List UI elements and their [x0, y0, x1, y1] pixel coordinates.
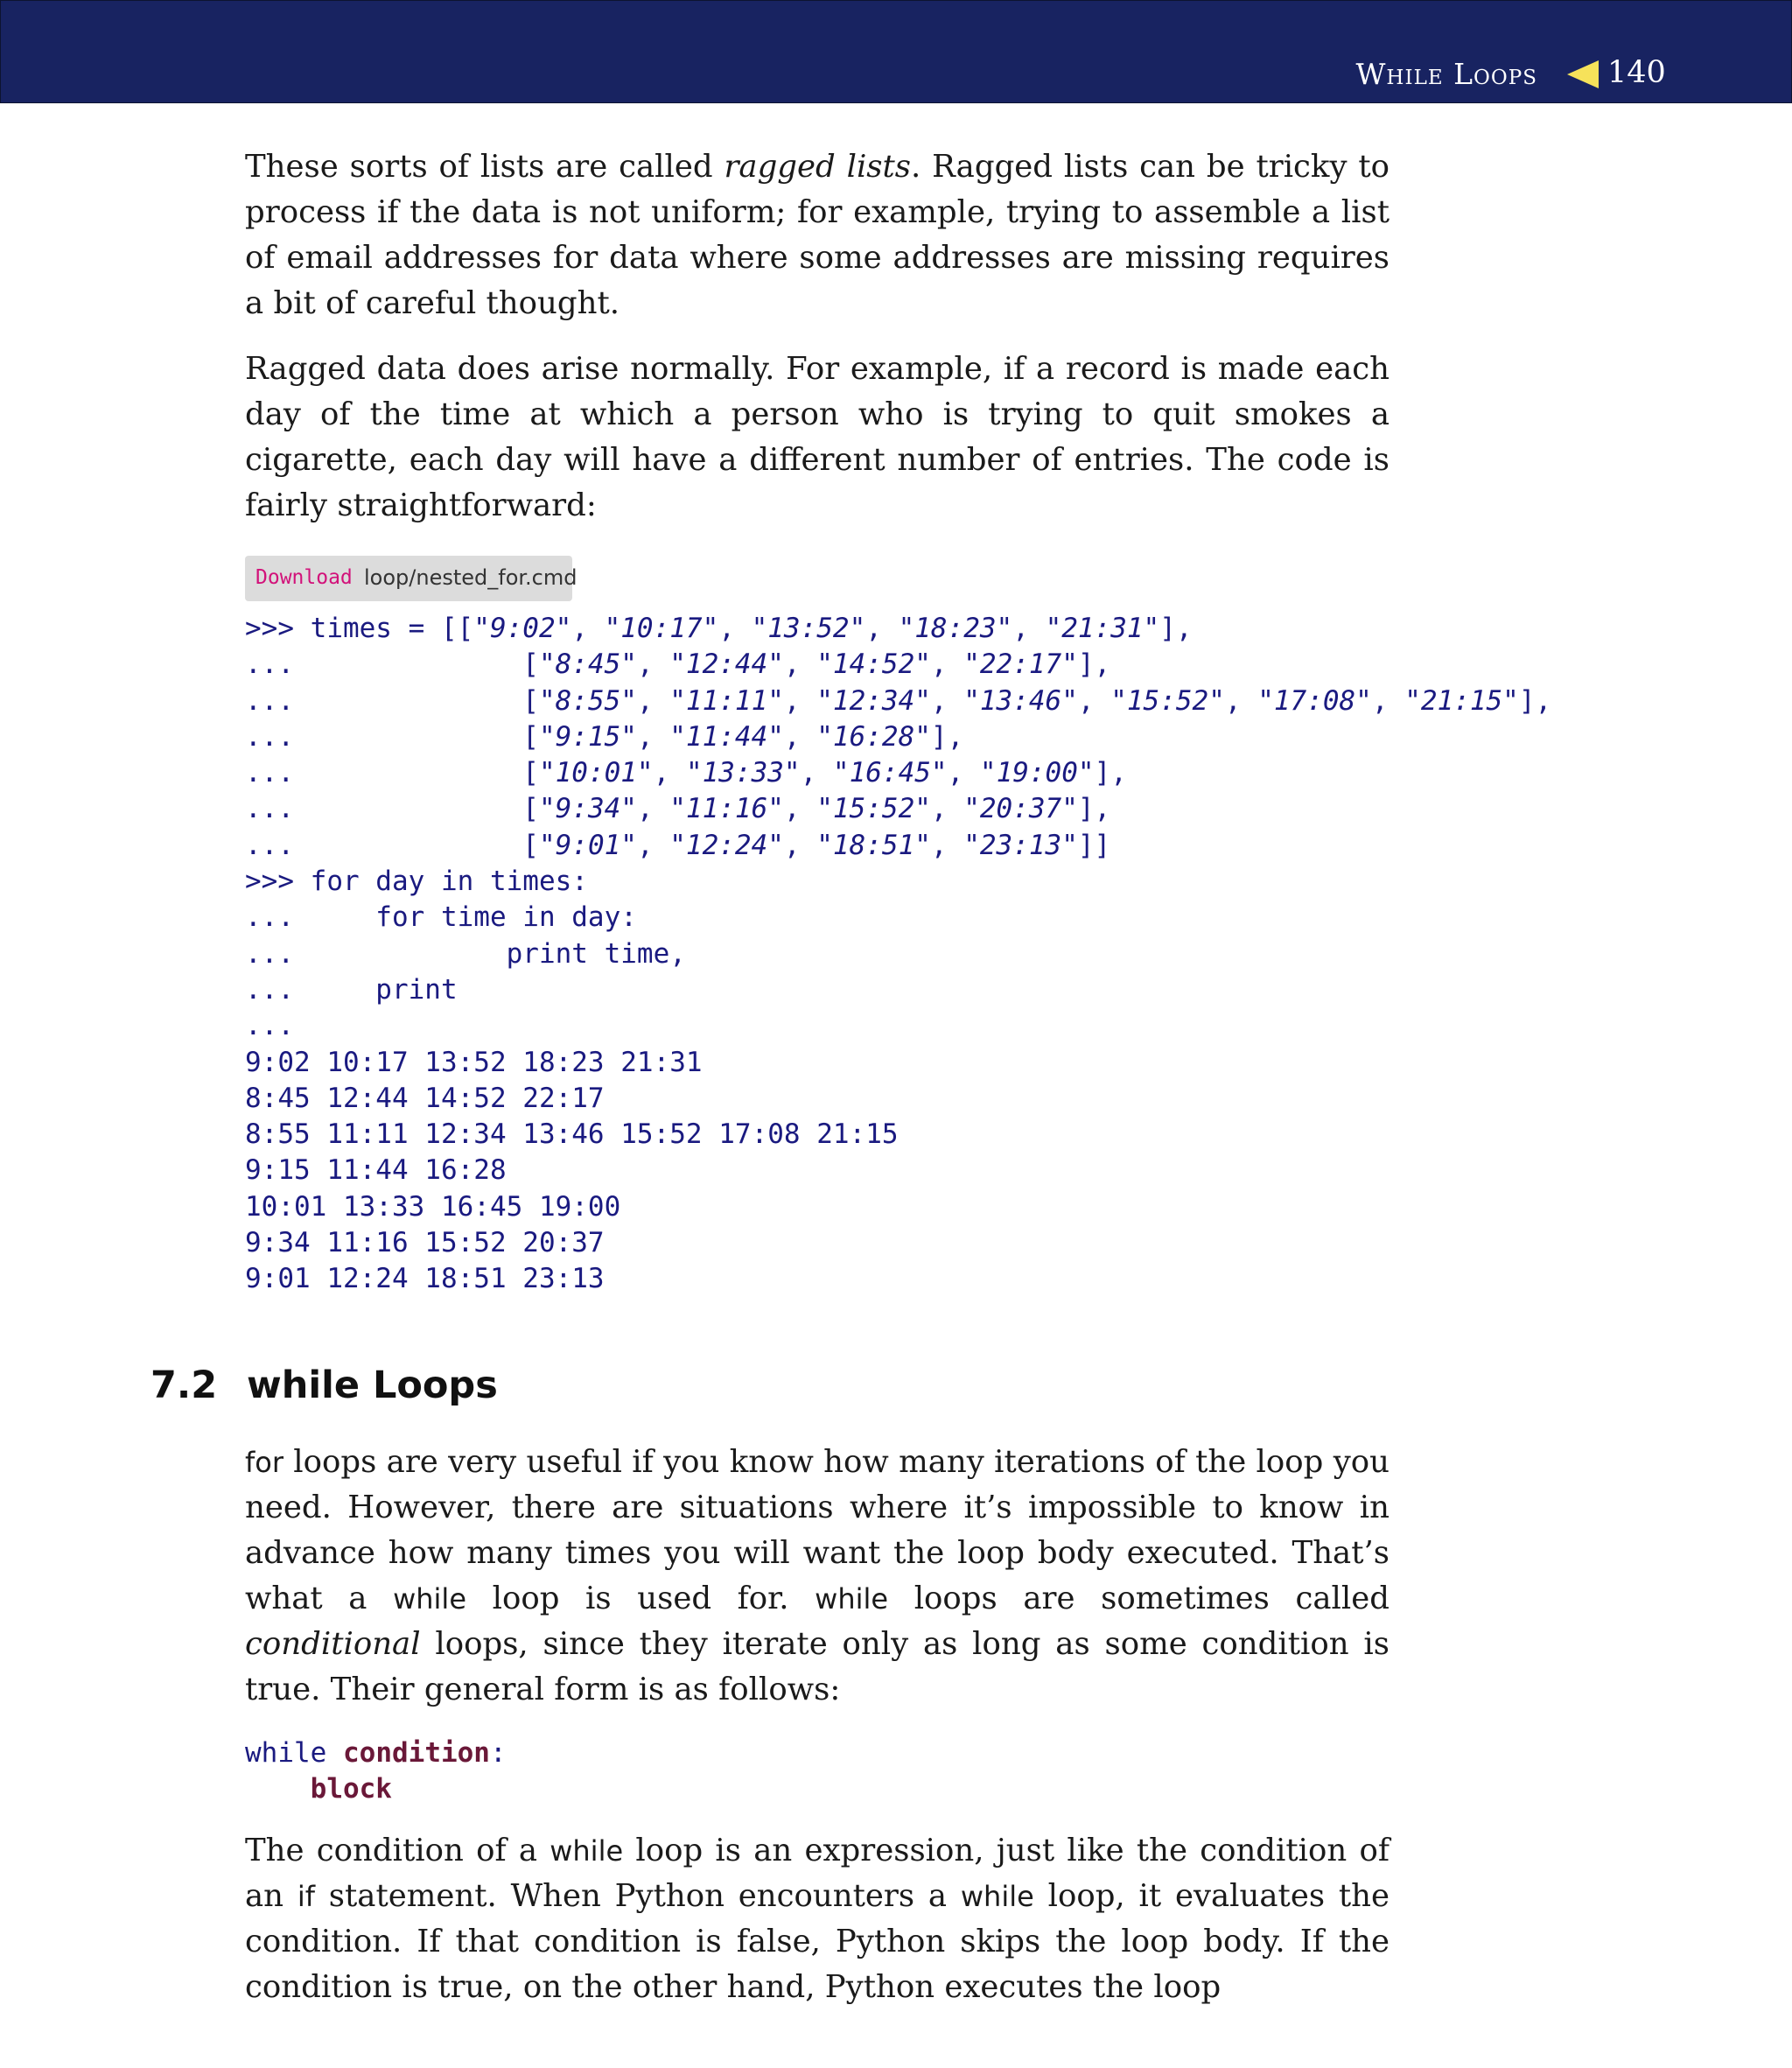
- code-line: >>> for day in times:: [245, 866, 588, 898]
- code-line: ... print time,: [245, 937, 686, 970]
- syntax-block: while condition: block: [245, 1737, 507, 1805]
- output-line: 9:15 11:44 16:28: [245, 1154, 507, 1187]
- code-line: ... ["9:34", "11:16", "15:52", "20:37"],: [245, 793, 1111, 825]
- output-line: 8:55 11:11 12:34 13:46 15:52 17:08 21:15: [245, 1118, 899, 1151]
- output-line: 9:02 10:17 13:52 18:23 21:31: [245, 1046, 703, 1078]
- code-line: ... ["10:01", "13:33", "16:45", "19:00"],: [245, 757, 1127, 789]
- paragraph-while-condition: The condition of a while loop is an expression, just like the condition of an if statement. When Python encounters a while loop, it evaluates the condition. If that condition is false, Python skips the loop body. If the condition is true, on the other hand, Python executes the loop: [245, 1833, 1390, 2005]
- keyword-if: if: [297, 1880, 315, 1913]
- term-ragged-lists: ragged lists: [724, 149, 912, 185]
- code-line: ... ["8:45", "12:44", "14:52", "22:17"],: [245, 648, 1111, 681]
- download-tag[interactable]: [245, 556, 578, 601]
- page-header: [0, 0, 1792, 103]
- code-line: ...: [245, 1010, 294, 1042]
- keyword-while: while: [393, 1582, 466, 1616]
- syntax-condition: condition: [343, 1737, 490, 1769]
- paragraph-ragged-lists: These sorts of lists are called ragged lists. Ragged lists can be tricky to process if the data is not uniform; for example, trying to assemble a list of email addresses for data where some addresses are missing requires a bit of careful thought.: [245, 149, 1390, 321]
- section-number: 7.2: [150, 1363, 218, 1407]
- syntax-keyword: while: [245, 1737, 327, 1769]
- output-line: 9:01 12:24 18:51 23:13: [245, 1263, 605, 1295]
- code-line: ... print: [245, 973, 458, 1006]
- code-line: ... for time in day:: [245, 901, 637, 934]
- output-line: 8:45 12:44 14:52 22:17: [245, 1082, 605, 1114]
- page-number: 140: [1607, 55, 1666, 90]
- paragraph-ragged-data: Ragged data does arise normally. For example, if a record is made each day of the time at which a person who is trying to quit smokes a cigarette, each day will have a different number of entries. The code is fairly straightforward:: [245, 351, 1390, 523]
- output-line: 10:01 13:33 16:45 19:00: [245, 1190, 621, 1223]
- running-title: While Loops: [1355, 57, 1537, 91]
- download-path[interactable]: loop/nested_for.cmd: [364, 565, 578, 590]
- keyword-while: while: [815, 1582, 889, 1616]
- keyword-for: for: [245, 1446, 284, 1479]
- code-line: ... ["9:15", "11:44", "16:28"],: [245, 720, 964, 753]
- term-conditional: conditional: [245, 1626, 421, 1662]
- syntax-block-placeholder: block: [310, 1773, 392, 1805]
- download-label[interactable]: Download: [256, 566, 353, 589]
- keyword-while: while: [550, 1834, 624, 1868]
- section-heading: [150, 1363, 498, 1407]
- code-line: >>> times = [["9:02", "10:17", "13:52", "18:23", "21:31"],: [245, 613, 1193, 644]
- output-line: 9:34 11:16 15:52 20:37: [245, 1227, 605, 1259]
- keyword-while: while: [960, 1880, 1034, 1913]
- paragraph-while-intro: for loops are very useful if you know how many iterations of the loop you need. However, there are situations where it’s impossible to know in advance how many times you will want the loop body executed. That’s what a while loop is used for. while loops are sometimes called conditional loops, since they iterate only as long as some condition is true. Their general form is as follows:: [245, 1444, 1390, 1707]
- section-title: while Loops: [247, 1363, 498, 1407]
- code-block: [245, 611, 1551, 1298]
- previous-page-arrow-icon[interactable]: [1567, 60, 1599, 88]
- code-line: ... ["8:55", "11:11", "12:34", "13:46", "15:52", "17:08", "21:15"],: [245, 684, 1552, 717]
- code-line: ... ["9:01", "12:24", "18:51", "23:13"]]: [245, 829, 1111, 861]
